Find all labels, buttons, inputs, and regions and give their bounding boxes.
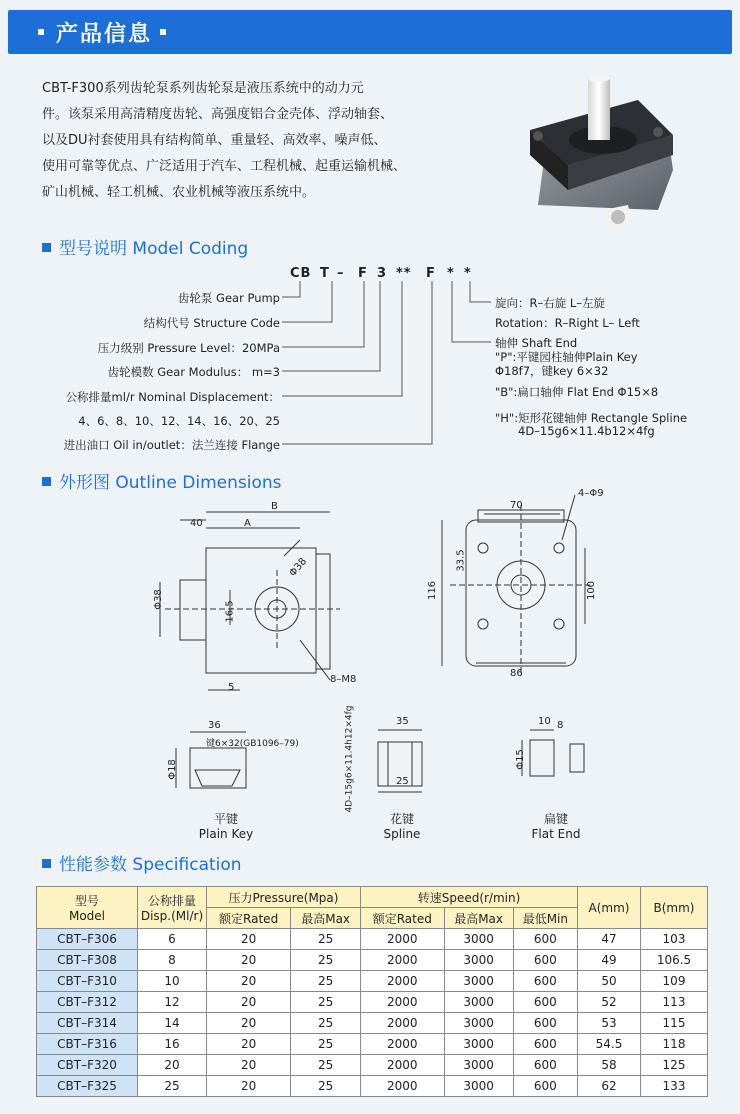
table-cell: 53	[578, 1013, 641, 1034]
coding-note: Φ18f7，键key 6×32	[495, 364, 609, 378]
dim-label: 4–Φ9	[578, 488, 604, 499]
table-cell: 20	[138, 1055, 207, 1076]
table-cell: 25	[291, 1034, 361, 1055]
table-row	[37, 1055, 708, 1076]
table-row	[37, 992, 708, 1013]
section-title-text: 外形图 Outline Dimensions	[59, 473, 282, 493]
dim-label: Φ15	[514, 749, 526, 770]
table-cell: 113	[641, 992, 708, 1013]
caption-cn: 平键	[213, 812, 238, 826]
table-cell: 62	[578, 1076, 641, 1097]
table-cell: 3000	[444, 971, 513, 992]
dim-label: Φ38	[152, 589, 164, 610]
table-cell: 600	[513, 950, 577, 971]
intro-line: 件。该泵采用高清精度齿轮、高强度铝合金壳体、浮动轴套、	[42, 107, 394, 122]
dim-label: 33.5	[455, 549, 467, 572]
intro-line: 矿山机械、轻工机械、农业机械等液压系统中。	[42, 185, 316, 200]
intro-line: 以及DU衬套使用具有结构简单、重量轻、高效率、噪声低、	[42, 133, 387, 148]
table-cell: 14	[138, 1013, 207, 1034]
table-cell: 133	[641, 1076, 708, 1097]
table-cell: 20	[207, 1013, 291, 1034]
dim-label: Φ38	[287, 556, 310, 579]
table-cell: 3000	[444, 992, 513, 1013]
section-title-spec	[42, 850, 242, 875]
table-row	[37, 1013, 708, 1034]
caption-cn: 花键	[389, 812, 414, 826]
table-cell: CBT–F314	[37, 1013, 138, 1034]
table-cell: 106.5	[641, 950, 708, 971]
table-cell: CBT–F325	[37, 1076, 138, 1097]
table-cell: 103	[641, 929, 708, 950]
table-cell: 2000	[361, 950, 445, 971]
coding-label: 齿轮模数 Gear Modulus： m=3	[107, 365, 280, 379]
col-b: B(mm)	[641, 887, 708, 929]
col-pressure: 压力Pressure(Mpa)	[207, 887, 361, 908]
intro-line: 使用可靠等优点、广泛适用于汽车、工程机械、起重运输机械、	[42, 159, 407, 174]
col-speed: 转速Speed(r/min)	[361, 887, 578, 908]
table-cell: 25	[291, 950, 361, 971]
table-cell: 600	[513, 1076, 577, 1097]
table-cell: 25	[291, 971, 361, 992]
table-cell: 25	[291, 1076, 361, 1097]
banner-title: 产品信息	[56, 22, 153, 47]
table-row	[37, 971, 708, 992]
dim-label: 40	[190, 518, 203, 529]
coding-note: 旋向：R–右旋 L–左旋	[495, 296, 606, 310]
coding-label: 4、6、8、10、12、14、16、20、25	[78, 414, 280, 428]
table-cell: 10	[138, 971, 207, 992]
coding-label: 压力级别 Pressure Level：20MPa	[97, 341, 280, 355]
table-cell: 8	[138, 950, 207, 971]
table-cell: CBT–F310	[37, 971, 138, 992]
coding-label: 公称排量ml/r Nominal Displacement：	[65, 390, 280, 404]
col-pressure-max: 最高Max	[291, 908, 361, 929]
table-cell: 25	[138, 1076, 207, 1097]
col-pressure-rated: 额定Rated	[207, 908, 291, 929]
table-row	[37, 1034, 708, 1055]
table-cell: 109	[641, 971, 708, 992]
code-part: F	[358, 266, 368, 281]
coding-label: 齿轮泵 Gear Pump	[177, 291, 280, 305]
coding-note: "B":扁口轴伸 Flat End Φ15×8	[495, 385, 659, 399]
dim-label: B	[271, 501, 278, 512]
coding-label: 进出油口 Oil in/outlet：法兰连接 Flange	[63, 438, 280, 452]
col-disp: 公称排量 Disp.(Ml/r)	[138, 887, 207, 929]
col-speed-min: 最低Min	[513, 908, 577, 929]
table-cell: 3000	[444, 1055, 513, 1076]
table-cell: 600	[513, 992, 577, 1013]
dim-label: 8–M8	[330, 674, 357, 685]
col-speed-rated: 额定Rated	[361, 908, 445, 929]
dim-label: 25	[396, 776, 409, 787]
table-cell: 20	[207, 1034, 291, 1055]
code-part: F	[426, 266, 436, 281]
table-cell: CBT–F316	[37, 1034, 138, 1055]
table-cell: 600	[513, 929, 577, 950]
table-cell: 58	[578, 1055, 641, 1076]
coding-note: "H":矩形花键轴伸 Rectangle Spline	[495, 411, 688, 425]
dim-label: 70	[510, 500, 523, 511]
dim-label: 8	[557, 720, 564, 731]
table-cell: 50	[578, 971, 641, 992]
table-cell: 125	[641, 1055, 708, 1076]
col-speed-max: 最高Max	[444, 908, 513, 929]
table-cell: 3000	[444, 1013, 513, 1034]
code-part: –	[337, 266, 345, 281]
caption-en: Spline	[383, 827, 421, 841]
table-cell: CBT–F306	[37, 929, 138, 950]
dim-label: 5	[228, 682, 235, 693]
table-cell: 3000	[444, 1034, 513, 1055]
table-cell: 20	[207, 971, 291, 992]
dim-label: 10	[538, 716, 551, 727]
table-cell: 12	[138, 992, 207, 1013]
caption-plain-key	[166, 812, 286, 842]
table-cell: 118	[641, 1034, 708, 1055]
coding-label: 结构代号 Structure Code	[143, 316, 280, 330]
table-cell: 47	[578, 929, 641, 950]
dim-label: 16.5	[224, 600, 236, 623]
dim-label: Φ18	[166, 759, 178, 780]
table-cell: CBT–F312	[37, 992, 138, 1013]
dim-label: 36	[208, 720, 221, 731]
table-row	[37, 950, 708, 971]
table-cell: 25	[291, 929, 361, 950]
col-a: A(mm)	[578, 887, 641, 929]
table-cell: 3000	[444, 1076, 513, 1097]
dim-label: A	[244, 518, 251, 529]
table-cell: 600	[513, 1013, 577, 1034]
table-row	[37, 1076, 708, 1097]
caption-cn: 扁键	[543, 812, 568, 826]
table-cell: 115	[641, 1013, 708, 1034]
table-cell: 20	[207, 992, 291, 1013]
caption-en: Flat End	[531, 827, 581, 841]
table-cell: 20	[207, 1076, 291, 1097]
intro-line: CBT-F300系列齿轮泵系列齿轮泵是液压系统中的动力元	[42, 81, 364, 96]
table-cell: 600	[513, 1055, 577, 1076]
table-cell: 2000	[361, 1076, 445, 1097]
table-row	[37, 929, 708, 950]
table-cell: 20	[207, 929, 291, 950]
code-part: 3	[377, 266, 388, 281]
dim-label: 116	[427, 580, 439, 601]
table-cell: 2000	[361, 1034, 445, 1055]
table-cell: 600	[513, 971, 577, 992]
coding-note: "P":平键园柱轴伸Plain Key	[495, 350, 638, 364]
col-model: 型号 Model	[37, 887, 138, 929]
code-part: *	[447, 266, 455, 281]
coding-note: Rotation：R–Right L– Left	[495, 316, 640, 330]
table-cell: 54.5	[578, 1034, 641, 1055]
table-cell: 600	[513, 1034, 577, 1055]
table-cell: 2000	[361, 971, 445, 992]
table-cell: 2000	[361, 992, 445, 1013]
dim-label: 键6×32(GB1096–79)	[206, 739, 299, 749]
coding-note: 轴伸 Shaft End	[495, 336, 578, 350]
dim-label: 86	[510, 668, 523, 679]
section-bullet-icon	[42, 859, 51, 868]
code-part: *	[464, 266, 472, 281]
code-part: CB	[290, 266, 312, 281]
coding-note: 4D–15g6×11.4b12×4fg	[518, 424, 655, 438]
table-cell: 25	[291, 1013, 361, 1034]
section-title-text: 性能参数 Specification	[59, 855, 242, 875]
dim-label: 4D–15g6×11.4h12×4fg	[344, 705, 355, 813]
table-cell: 6	[138, 929, 207, 950]
table-cell: 16	[138, 1034, 207, 1055]
table-cell: 25	[291, 1055, 361, 1076]
table-cell: 20	[207, 950, 291, 971]
table-cell: CBT–F308	[37, 950, 138, 971]
table-cell: CBT–F320	[37, 1055, 138, 1076]
spec-table	[36, 886, 708, 1097]
caption-en: Plain Key	[198, 827, 254, 841]
table-cell: 3000	[444, 950, 513, 971]
table-cell: 2000	[361, 929, 445, 950]
dim-label: 100	[586, 580, 598, 601]
table-cell: 52	[578, 992, 641, 1013]
caption-flat-end	[496, 812, 616, 842]
caption-spline	[342, 812, 462, 842]
dim-label: 35	[396, 716, 409, 727]
table-cell: 3000	[444, 929, 513, 950]
table-cell: 49	[578, 950, 641, 971]
table-cell: 2000	[361, 1013, 445, 1034]
section-title-text: 型号说明 Model Coding	[59, 239, 249, 259]
table-cell: 20	[207, 1055, 291, 1076]
table-cell: 2000	[361, 1055, 445, 1076]
table-cell: 25	[291, 992, 361, 1013]
code-part: T	[320, 266, 330, 281]
code-part: **	[396, 266, 412, 281]
